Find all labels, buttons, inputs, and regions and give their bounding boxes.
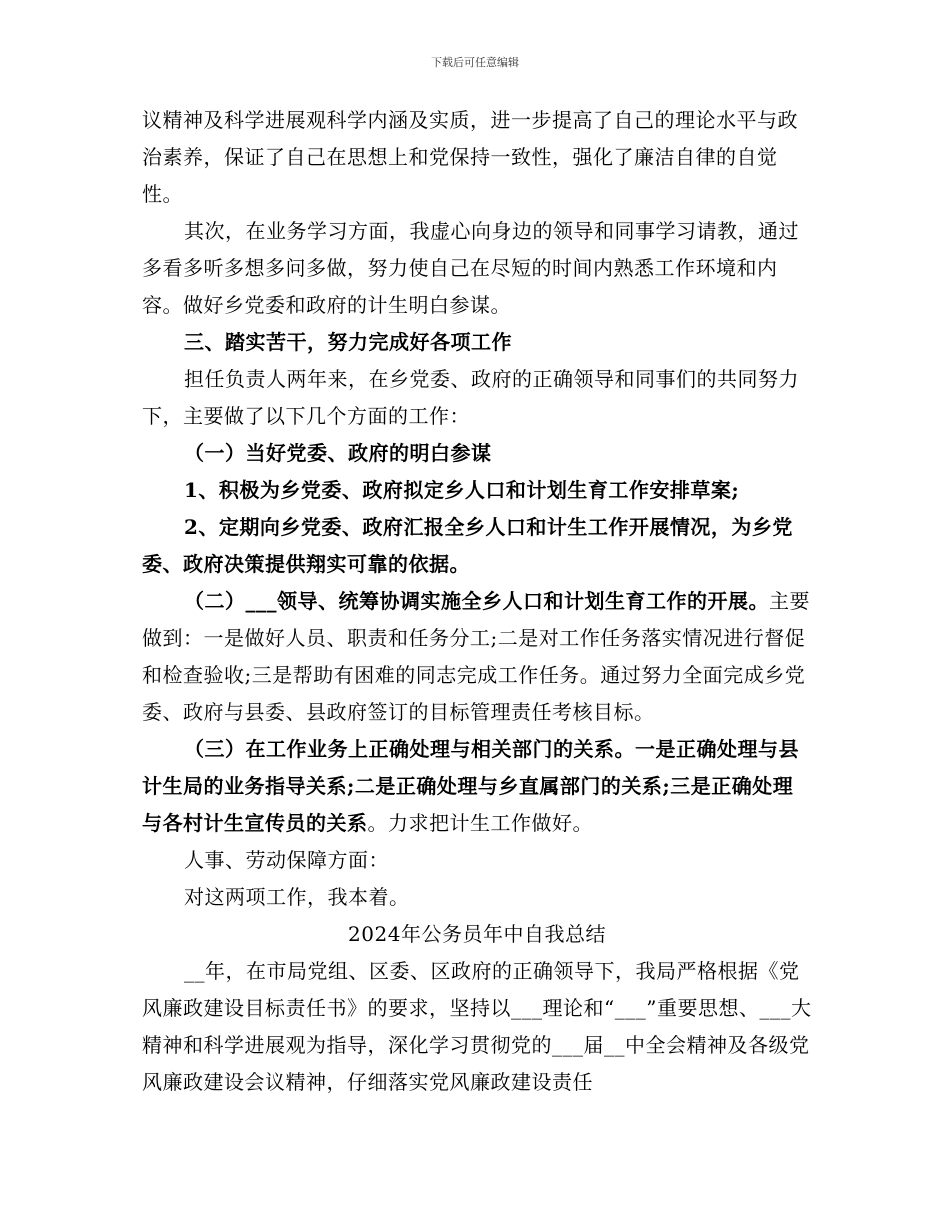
- list-item: 2、定期向乡党委、政府汇报全乡人口和计生工作开展情况，为乡党委、政府决策提供翔实可靠的依据。: [142, 515, 793, 576]
- subsection-heading: （一）当好党委、政府的明白参谋: [184, 441, 492, 465]
- document-title: 2024年公务员年中自我总结: [348, 922, 606, 946]
- paragraph-text: 。力求把计生工作做好。: [367, 811, 593, 835]
- paragraph: 对这两项工作，我本着。: [184, 885, 410, 909]
- section-heading: 三、踏实苦干，努力完成好各项工作: [184, 330, 512, 354]
- subsection-heading: （二）___领导、统筹协调实施全乡人口和计划生育工作的开展。: [184, 589, 769, 613]
- paragraph: 担任负责人两年来，在乡党委、政府的正确领导和同事们的共同努力下，主要做了以下几个方面的工作：: [142, 367, 799, 428]
- subsection-heading: （三）在工作业务上正确处理与相关部门的关系。一是正确处理与县计生局的业务指导关系;二是正确处理与乡直属部门的关系;三是正确处理与各村计生宣传员的关系: [142, 737, 799, 835]
- paragraph: __年，在市局党组、区委、区政府的正确领导下，我局严格根据《党风廉政建设目标责任书》的要求，坚持以___理论和“___”重要思想、___大精神和科学进展观为指导，深化学习贯彻党的___届__中全会精神及各级党风廉政建设会议精神，仔细落实党风廉政建设责任: [142, 959, 812, 1094]
- paragraph: [142, 731, 812, 842]
- list-item: 1、积极为乡党委、政府拟定乡人口和计划生育工作安排草案;: [184, 478, 740, 502]
- paragraph: 议精神及科学进展观科学内涵及实质，进一步提高了自己的理论水平与政治素养，保证了自己在思想上和党保持一致性，强化了廉洁自律的自觉性。: [142, 108, 798, 206]
- document-body: [142, 102, 812, 1101]
- page-header: 下载后可任意编辑: [431, 56, 519, 69]
- paragraph-text: 主要做到：一是做好人员、职责和任务分工;二是对工作任务落实情况进行督促和检查验收;三是帮助有困难的同志完成工作任务。通过努力全面完成乡党委、政府与县委、县政府签订的目标管理责任考核目标。: [142, 589, 810, 724]
- paragraph: [142, 583, 812, 731]
- paragraph: 其次，在业务学习方面，我虚心向身边的领导和同事学习请教，通过多看多听多想多问多做，努力使自己在尽短的时间内熟悉工作环境和内容。做好乡党委和政府的计生明白参谋。: [142, 219, 799, 317]
- paragraph: 人事、劳动保障方面：: [184, 848, 389, 872]
